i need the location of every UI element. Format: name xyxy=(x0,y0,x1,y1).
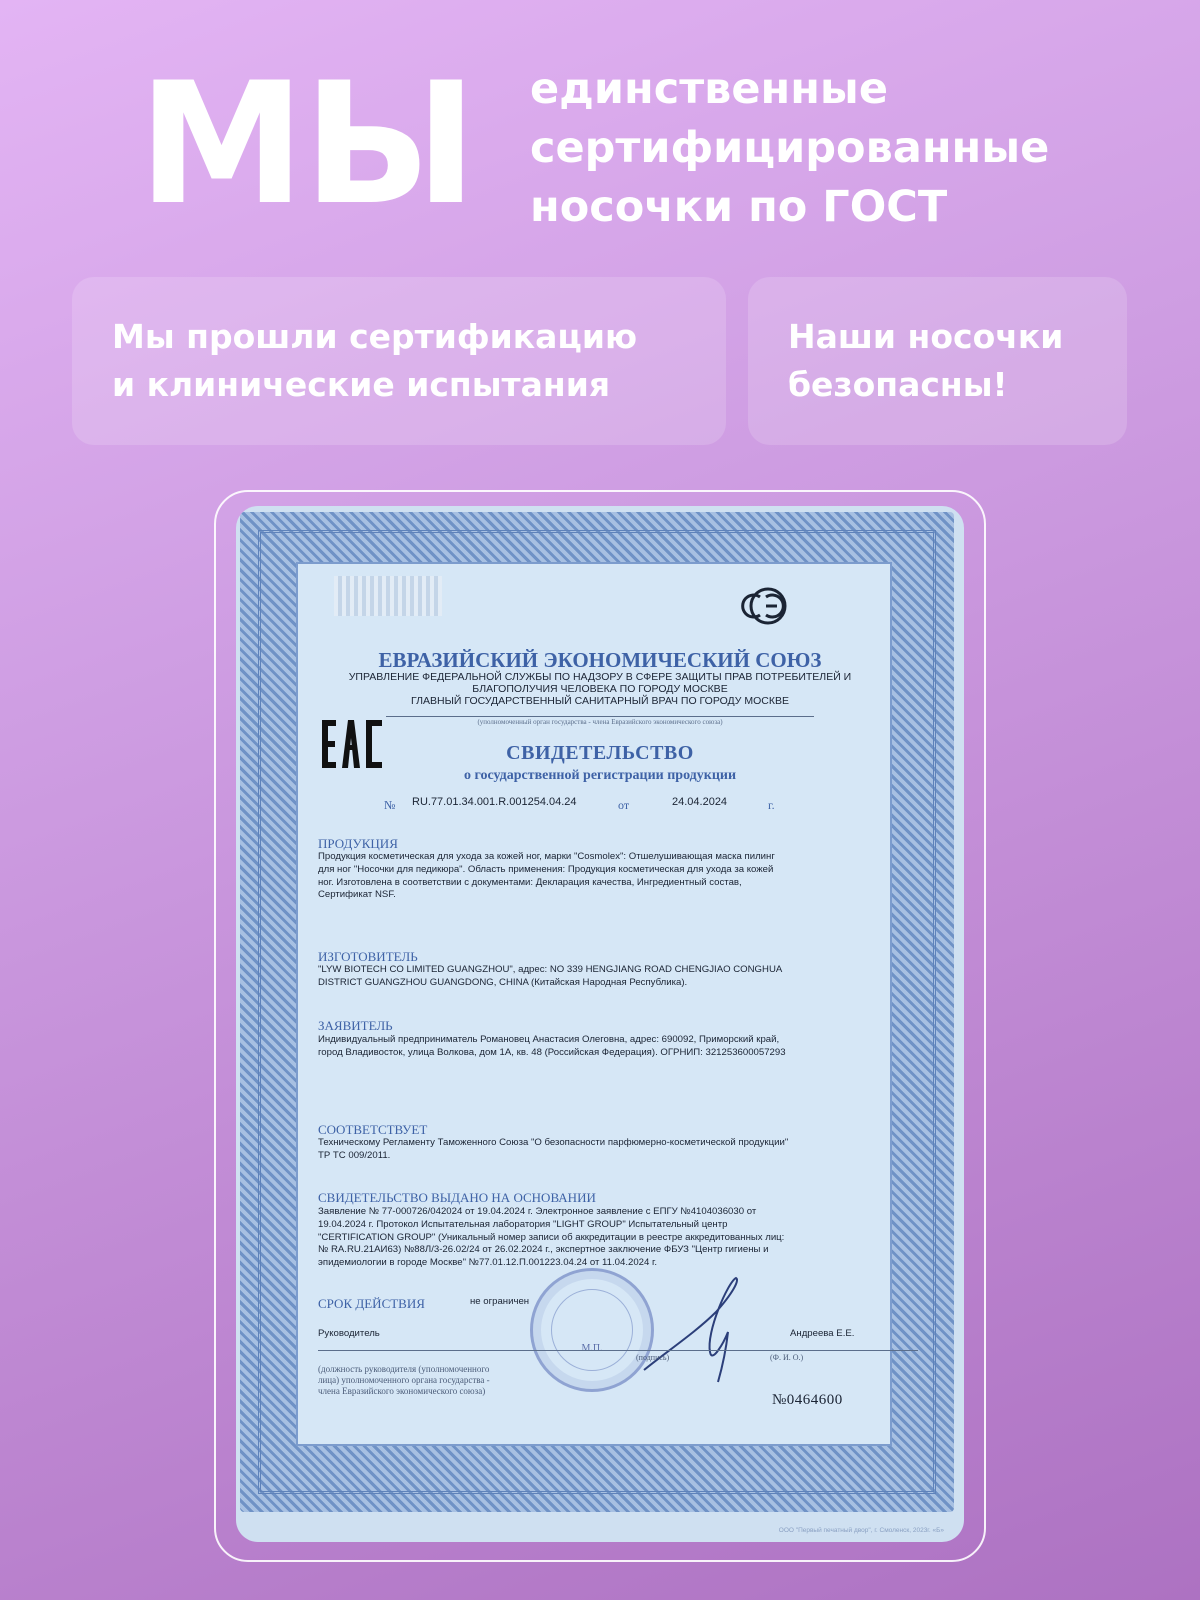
card-line: Наши носочки xyxy=(788,317,1064,356)
certificate-subtitle: о государственной регистрации продукции xyxy=(463,768,737,783)
signature-caption: (подпись) xyxy=(636,1353,670,1362)
basis-line: Заявление № 77-000726/042024 от 19.04.2024 г. Электронное заявление с ЕПГУ №4104036030 от xyxy=(318,1206,757,1217)
certificate-document xyxy=(236,506,964,1542)
basis-line: эпидемиологии в городе Москве" №77.01.12.П.001223.04.24 от 11.04.2024 г. xyxy=(318,1257,658,1269)
card-line: безопасны! xyxy=(788,365,1008,404)
product-line: Сертификат NSF. xyxy=(318,889,396,901)
head-label: Руководитель xyxy=(318,1328,380,1339)
basis-text xyxy=(318,1206,784,1270)
year-suffix: г. xyxy=(768,798,775,812)
position-caption-line: лица) уполномоченного органа государства - xyxy=(318,1375,490,1385)
basis-line: "CERTIFICATION GROUP" (Уникальный номер записи об аккредитации в реестре аккредитованных лиц: xyxy=(318,1231,785,1243)
basis-label: СВИДЕТЕЛЬСТВО ВЫДАНО НА ОСНОВАНИИ xyxy=(318,1190,596,1205)
product-line: для ног "Носочки для педикюра". Область применения: Продукция косметическая для ухода за кожей xyxy=(318,863,774,875)
date-label: от xyxy=(618,798,630,812)
conformity-line: ТР ТС 009/2011. xyxy=(318,1149,391,1161)
validity-value: не ограничен xyxy=(470,1296,530,1307)
conformity-line: Техническому Регламенту Таможенного Союза "О безопасности парфюмерно-косметической продукции" xyxy=(318,1137,789,1148)
hero-subtitle-line: сертифицированные xyxy=(530,123,1050,173)
hero-word: МЫ xyxy=(138,46,476,242)
safety-card xyxy=(748,277,1127,445)
authority-line: БЛАГОПОЛУЧИЯ ЧЕЛОВЕКА ПО ГОРОДУ МОСКВЕ xyxy=(472,683,728,695)
manufacturer-text xyxy=(318,964,782,990)
applicant-line: город Владивосток, улица Волкова, дом 1А, кв. 48 (Российская Федерация). ОГРНИП: 321253600057293 xyxy=(318,1046,786,1058)
certificate-date: 24.04.2024 xyxy=(672,796,728,808)
card-line: и клинические испытания xyxy=(112,365,611,404)
applicant-line: Индивидуальный предприниматель Романовец Анастасия Олеговна, адрес: 690092, Приморский край, xyxy=(318,1034,780,1045)
hologram-sticker xyxy=(334,576,442,616)
product-line: Продукция косметическая для ухода за кожей ног, марки "Cosmolex": Отшелушивающая маска пилинг xyxy=(318,851,775,862)
hero-subtitle-line: носочки по ГОСТ xyxy=(530,182,948,232)
certificate-title: СВИДЕТЕЛЬСТВО xyxy=(506,742,694,764)
position-caption-line: (должность руководителя (уполномоченного xyxy=(318,1364,490,1374)
conformity-label: СООТВЕТСТВУЕТ xyxy=(318,1122,428,1137)
authority-lines xyxy=(296,671,904,707)
basis-line: 19.04.2024 г. Протокол Испытательная лаборатория "LIGHT GROUP" Испытательный центр xyxy=(318,1218,728,1230)
ce-circle-icon xyxy=(736,586,800,626)
hero-subtitle xyxy=(530,60,1170,237)
product-text xyxy=(318,851,775,902)
certificate-number-row xyxy=(236,796,964,816)
position-caption xyxy=(318,1364,490,1397)
basis-line: № RA.RU.21АИ63) №88Л/3-26.02/24 от 26.02.2024 г., экспертное заключение ФБУЗ "Центр гигиены и xyxy=(318,1244,769,1256)
applicant-label: ЗАЯВИТЕЛЬ xyxy=(318,1018,393,1033)
union-title: ЕВРАЗИЙСКИЙ ЭКОНОМИЧЕСКИЙ СОЮЗ xyxy=(378,648,822,672)
name-caption: (Ф. И. О.) xyxy=(770,1353,804,1362)
card-line: Мы прошли сертификацию xyxy=(112,317,638,356)
head-name: Андреева Е.Е. xyxy=(790,1328,855,1339)
number-label: № xyxy=(384,798,396,812)
certification-card xyxy=(72,277,726,445)
position-caption-line: члена Евразийского экономического союза) xyxy=(318,1386,486,1396)
authority-line: ГЛАВНЫЙ ГОСУДАРСТВЕННЫЙ САНИТАРНЫЙ ВРАЧ ПО ГОРОДУ МОСКВЕ xyxy=(411,695,789,707)
print-note: ООО "Первый печатный двор", г. Смоленск, 2023г. «Б» xyxy=(778,1527,944,1534)
signature-line xyxy=(318,1350,918,1351)
validity-label: СРОК ДЕЙСТВИЯ xyxy=(318,1296,425,1311)
authority-line: УПРАВЛЕНИЕ ФЕДЕРАЛЬНОЙ СЛУЖБЫ ПО НАДЗОРУ В СФЕРЕ ЗАЩИТЫ ПРАВ ПОТРЕБИТЕЛЕЙ И xyxy=(348,671,852,683)
manufacturer-line: "LYW BIOTECH CO LIMITED GUANGZHOU", адрес: NO 339 HENGJIANG ROAD CHENGJIAO CONGHUA xyxy=(318,964,783,975)
certificate-serial-number: №0464600 xyxy=(772,1392,843,1408)
stamp-initials: М.П. xyxy=(581,1343,603,1354)
product-line: ног. Изготовлена в соответствии с документами: Декларация качества, Ингредиентный состав, xyxy=(318,876,742,888)
signature-icon xyxy=(636,1272,756,1392)
authority-note: (уполномоченный орган государства - члена Евразийского экономического союза) xyxy=(386,716,814,726)
certificate-number: RU.77.01.34.001.R.001254.04.24 xyxy=(412,796,577,808)
manufacturer-label: ИЗГОТОВИТЕЛЬ xyxy=(318,949,418,964)
hero-subtitle-line: единственные xyxy=(530,64,888,114)
applicant-text xyxy=(318,1034,786,1060)
product-label: ПРОДУКЦИЯ xyxy=(318,836,398,851)
manufacturer-line: DISTRICT GUANGZHOU GUANGDONG, CHINA (Китайская Народная Республика). xyxy=(318,976,688,988)
conformity-text xyxy=(318,1137,788,1163)
